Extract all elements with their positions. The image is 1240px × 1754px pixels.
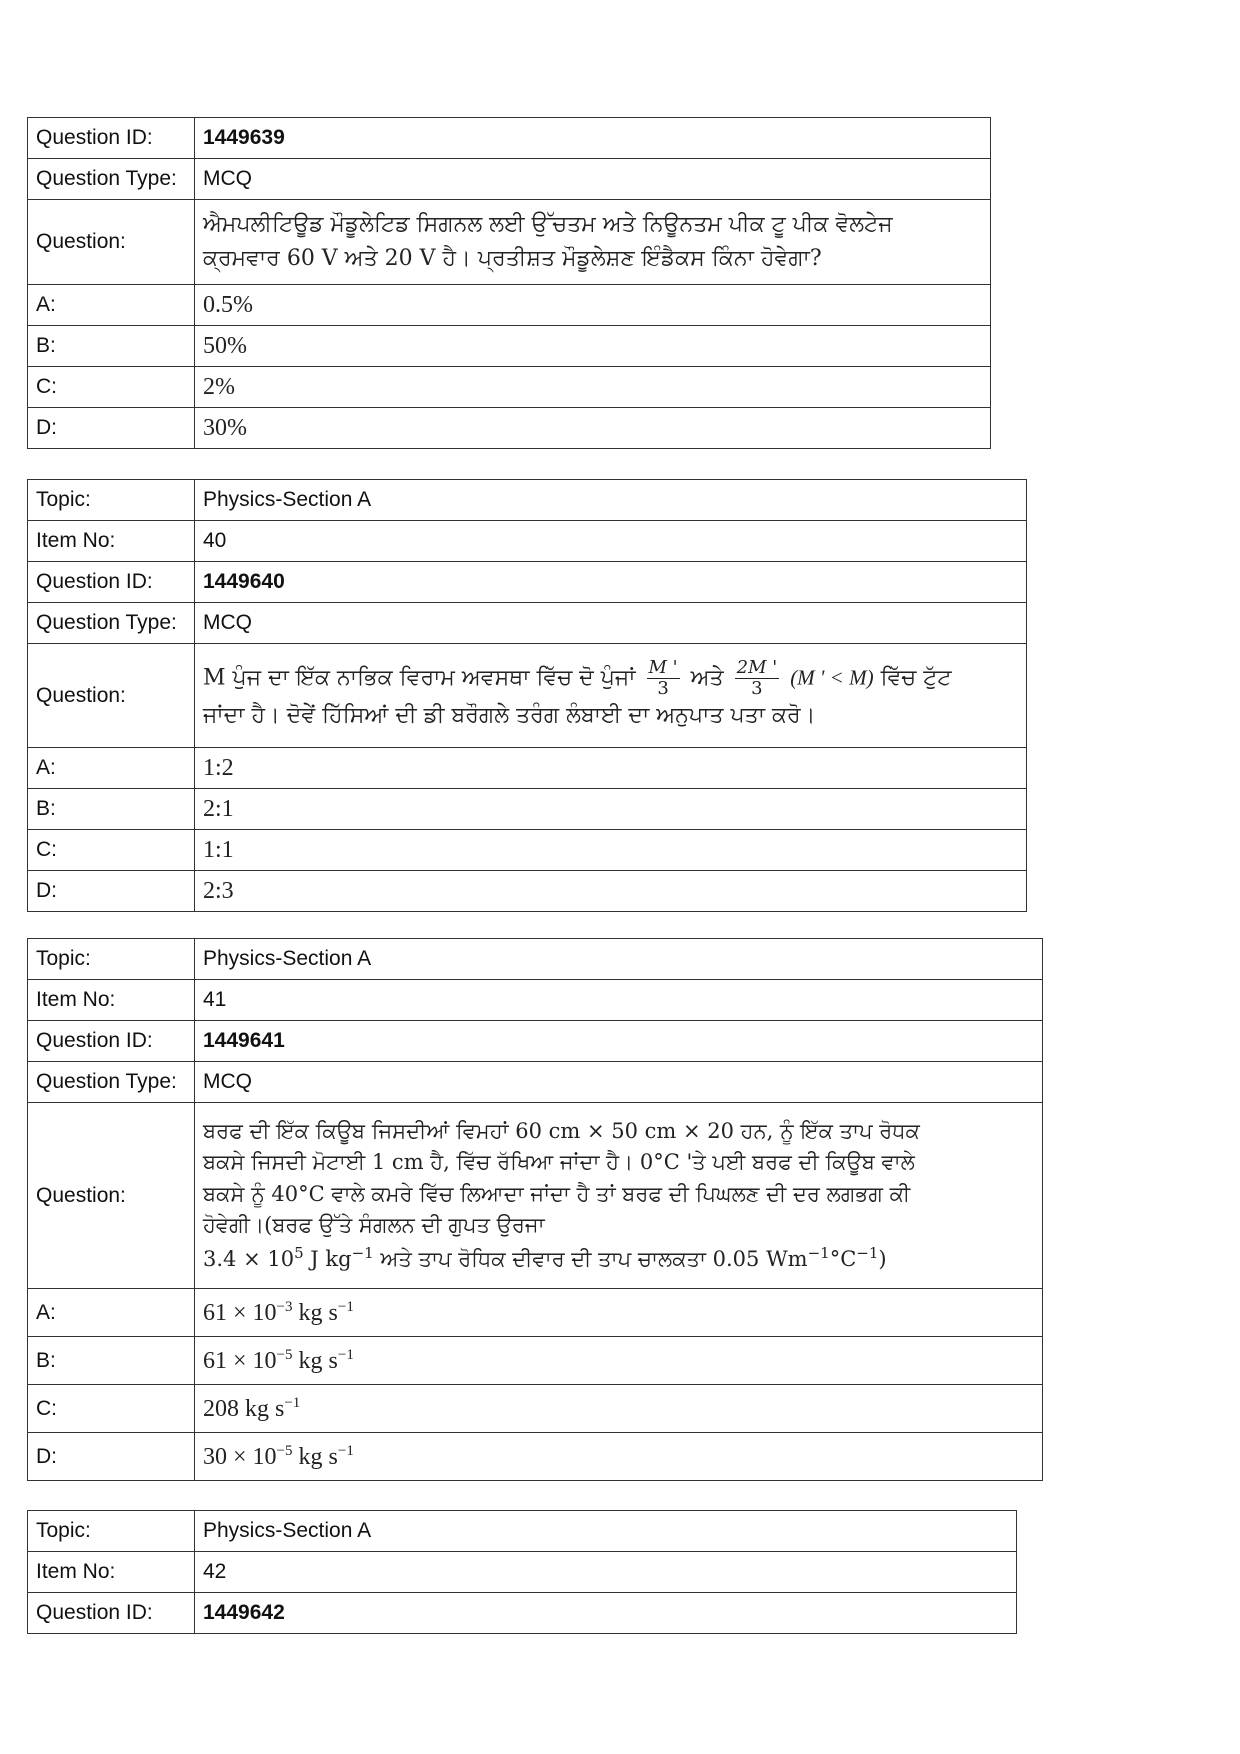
question-id-value: 1449639 — [195, 118, 991, 159]
question-text-line: ਬਕਸੇ ਜਿਸਦੀ ਮੋਟਾਈ 1 cm ਹੈ, ਵਿੱਚ ਰੱਖਿਆ ਜਾਂਦਾ ਹੈ। 0°C 'ਤੇ ਪਈ ਬਰਫ ਦੀ ਕਿਊਬ ਵਾਲੇ — [203, 1150, 915, 1175]
question-type-label: Question Type: — [28, 1062, 195, 1103]
question-type-value: MCQ — [195, 1062, 1043, 1103]
option-a-value: 1:2 — [195, 748, 1027, 789]
question-type-label: Question Type: — [28, 159, 195, 200]
option-c-value: 208 kg $s^{-1}$ — [195, 1385, 1043, 1433]
option-b-value: 2:1 — [195, 789, 1027, 830]
item-no-label: Item No: — [28, 980, 195, 1021]
item-no-label: Item No: — [28, 521, 195, 562]
question-text-line: ਬਕਸੇ ਨੂੰ 40°C ਵਾਲੇ ਕਮਰੇ ਵਿੱਚ ਲਿਆਦਾ ਜਾਂਦਾ ਹੈ ਤਾਂ ਬਰਫ ਦੀ ਪਿਘਲਣ ਦੀ ਦਰ ਲਗਭਗ ਕੀ — [203, 1181, 911, 1206]
question-label: Question: — [28, 1103, 195, 1289]
question-text-part: ਅਤੇ — [690, 665, 724, 691]
question-type-label: Question Type: — [28, 603, 195, 644]
question-label: Question: — [28, 200, 195, 285]
option-a-label: A: — [28, 748, 195, 789]
question-id-label: Question ID: — [28, 1593, 195, 1634]
exponent: −1 — [351, 1243, 374, 1262]
question-block-1449641 — [27, 938, 1043, 1481]
option-c-label: C: — [28, 830, 195, 871]
question-type-value: MCQ — [195, 159, 991, 200]
question-id-label: Question ID: — [28, 1021, 195, 1062]
question-block-1449640 — [27, 479, 1027, 912]
question-id-label: Question ID: — [28, 118, 195, 159]
option-a-value: 0.5% — [195, 285, 991, 326]
item-no-value: 40 — [195, 521, 1027, 562]
question-text-line — [203, 1242, 1034, 1276]
option-a-value: $61 \times 10^{-3}$ kg $s^{-1}$ — [195, 1289, 1043, 1337]
option-d-label: D: — [28, 871, 195, 912]
option-d-label: D: — [28, 1433, 195, 1481]
option-c-value: 2% — [195, 367, 991, 408]
question-id-value: 1449640 — [195, 562, 1027, 603]
question-text-line: ਹੋਵੇਗੀ।(ਬਰਫ ਉੱਤੇ ਸੰਗਲਨ ਦੀ ਗੁਪਤ ਉਰਜਾ — [203, 1213, 545, 1238]
item-no-value: 41 — [195, 980, 1043, 1021]
option-c-value: 1:1 — [195, 830, 1027, 871]
question-text-line: ਬਰਫ ਦੀ ਇੱਕ ਕਿਊਬ ਜਿਸਦੀਆਂ ਵਿਮਹਾਂ 60 cm × 50 cm × 20 ਹਨ, ਨੂੰ ਇੱਕ ਤਾਪ ਰੋਧਕ — [203, 1118, 920, 1143]
option-a-label: A: — [28, 1289, 195, 1337]
question-text — [195, 644, 1027, 748]
latent-heat-value: 3.4 × 10 — [203, 1246, 295, 1271]
question-text-part: M ਪੁੰਜ ਦਾ ਇੱਕ ਨਾਭਿਕ ਵਿਰਾਮ ਅਵਸਥਾ ਵਿੱਚ ਦੋ ਪੁੰਜਾਂ — [203, 665, 636, 691]
question-text-part: ਵਿੱਚ ਟੁੱਟ — [880, 665, 952, 691]
exponent: 5 — [294, 1243, 304, 1262]
question-text — [195, 200, 991, 285]
question-id-value: 1449642 — [195, 1593, 1017, 1634]
option-d-value: $30 \times 10^{-5}$ kg $s^{-1}$ — [195, 1433, 1043, 1481]
option-c-label: C: — [28, 367, 195, 408]
option-d-value: 2:3 — [195, 871, 1027, 912]
question-text-line — [203, 658, 1018, 699]
option-b-label: B: — [28, 326, 195, 367]
topic-label: Topic: — [28, 480, 195, 521]
item-no-value: 42 — [195, 1552, 1017, 1593]
topic-label: Topic: — [28, 939, 195, 980]
exponent: −1 — [856, 1243, 879, 1262]
option-d-value: 30% — [195, 408, 991, 449]
conductivity-text: ਅਤੇ ਤਾਪ ਰੋਧਿਕ ਦੀਵਾਰ ਦੀ ਤਾਪ ਚਾਲਕਤਾ 0.05 Wm — [373, 1246, 808, 1271]
option-b-value: $61 \times 10^{-5}$ kg $s^{-1}$ — [195, 1337, 1043, 1385]
question-text-line: ਜਾਂਦਾ ਹੈ। ਦੋਵੇਂ ਹਿੱਸਿਆਂ ਦੀ ਡੀ ਬਰੌਗਲੇ ਤਰੰਗ ਲੰਬਾਈ ਦਾ ਅਨੁਪਾਤ ਪਤਾ ਕਰੋ। — [203, 702, 816, 728]
option-d-label: D: — [28, 408, 195, 449]
exponent: −1 — [807, 1243, 830, 1262]
option-b-value: 50% — [195, 326, 991, 367]
option-a-label: A: — [28, 285, 195, 326]
unit: J kg — [303, 1246, 352, 1271]
question-block-1449639 — [27, 117, 991, 449]
closing-paren: ) — [878, 1246, 887, 1271]
question-block-1449642 — [27, 1510, 1017, 1634]
fraction-2m-over-3: $\frac{2M '}{3}$ — [736, 657, 778, 699]
question-id-value: 1449641 — [195, 1021, 1043, 1062]
option-b-label: B: — [28, 789, 195, 830]
question-text — [195, 1103, 1043, 1289]
item-no-label: Item No: — [28, 1552, 195, 1593]
option-c-label: C: — [28, 1385, 195, 1433]
option-b-label: B: — [28, 1337, 195, 1385]
question-label: Question: — [28, 644, 195, 748]
question-id-label: Question ID: — [28, 562, 195, 603]
topic-value: Physics-Section A — [195, 1511, 1017, 1552]
question-text-line: ਕ੍ਰਮਵਾਰ 60 V ਅਤੇ 20 V ਹੈ। ਪ੍ਰਤੀਸ਼ਤ ਮੌਡੂਲੇਸ਼ਣ ਇੰਡੈਕਸ ਕਿੰਨਾ ਹੋਵੇਗਾ? — [203, 246, 822, 271]
question-type-value: MCQ — [195, 603, 1027, 644]
unit: °C — [829, 1246, 857, 1271]
topic-value: Physics-Section A — [195, 480, 1027, 521]
topic-label: Topic: — [28, 1511, 195, 1552]
topic-value: Physics-Section A — [195, 939, 1043, 980]
question-text-line: ਐਮਪਲੀਟਿਊਡ ਮੌਡੂਲੇਟਿਡ ਸਿਗਨਲ ਲਈ ਉੱਚਤਮ ਅਤੇ ਨਿਊਨਤਮ ਪੀਕ ਟੂ ਪੀਕ ਵੋਲਟੇਜ — [203, 211, 893, 237]
fraction-m-over-3: $\frac{M '}{3}$ — [648, 657, 678, 699]
condition-expression: (M ' < M) — [790, 665, 874, 690]
